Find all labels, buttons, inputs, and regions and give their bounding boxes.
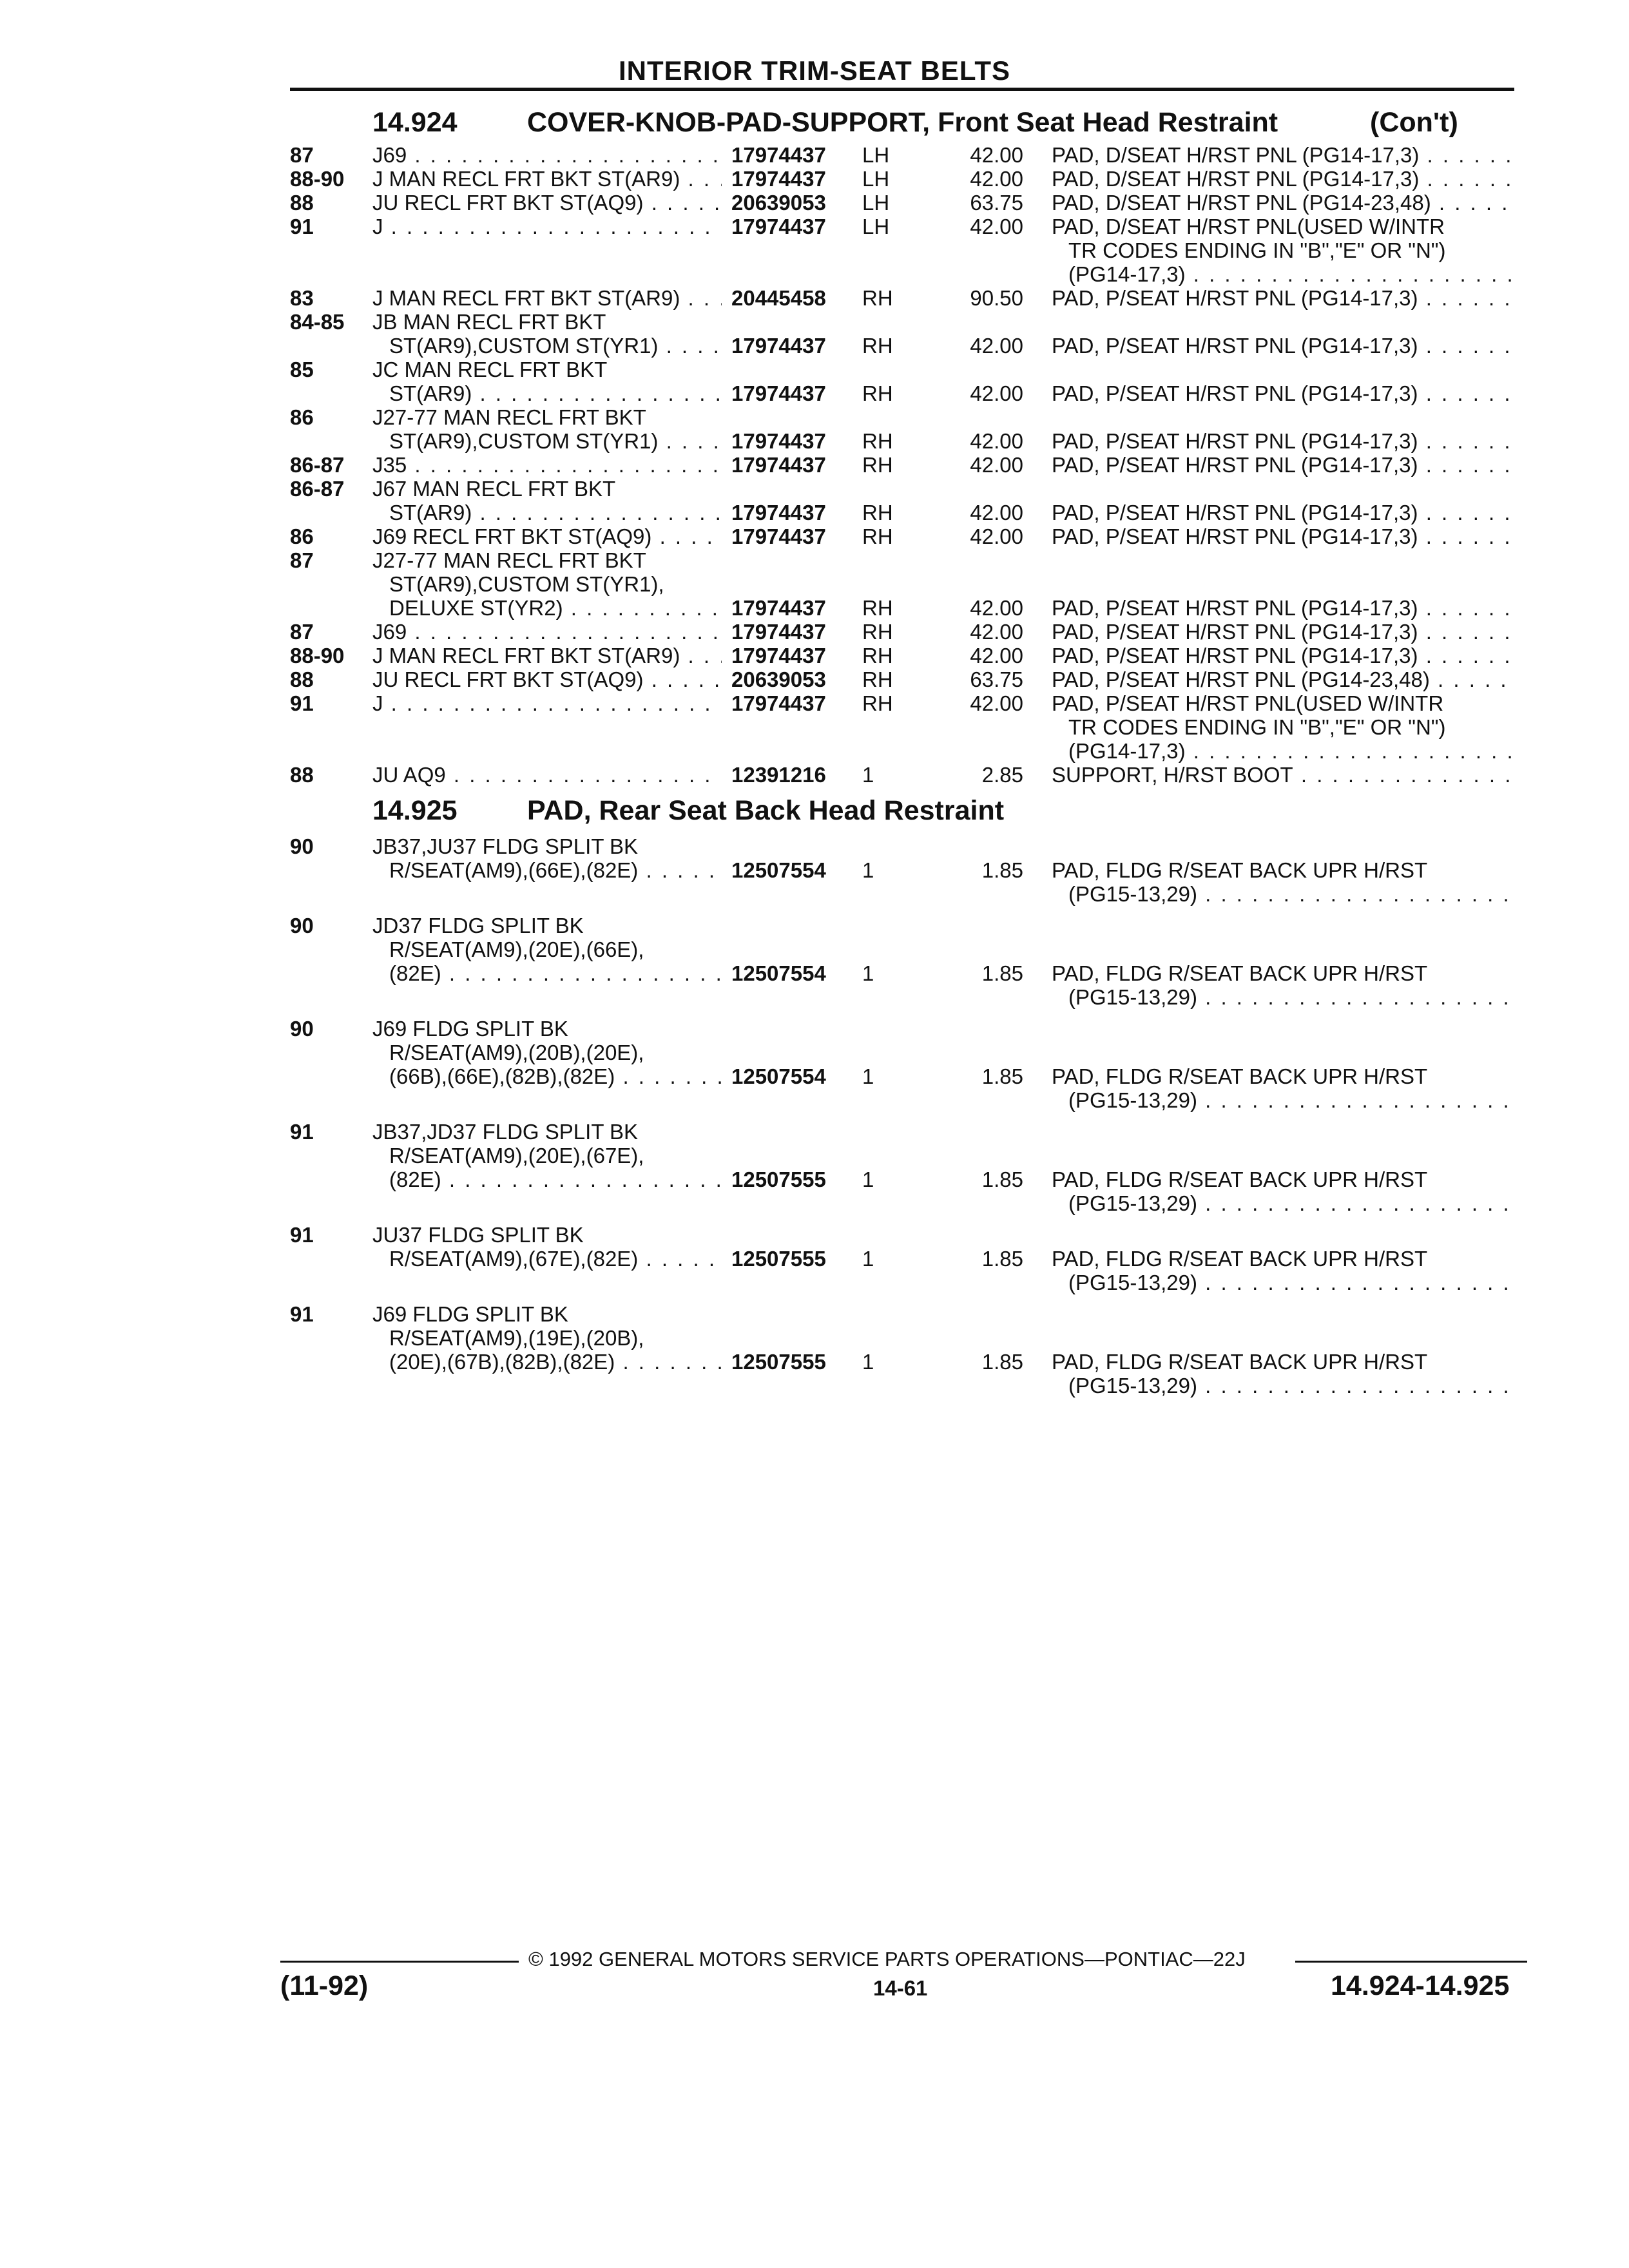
section-continued-label: (Con't) [1370,107,1458,138]
illustration-number: 87 [290,143,314,167]
model-description: (66B),(66E),(82B),(82E) . . . [389,1064,722,1088]
model-description: R/SEAT(AM9),(19E),(20B), [389,1326,644,1350]
model-description: R/SEAT(AM9),(20B),(20E), [389,1041,644,1064]
table-row [0,668,1629,691]
quantity: RH [862,620,893,644]
part-number: 17974437 [731,215,826,238]
table-row [0,286,1629,310]
illustration-number: 91 [290,1120,314,1144]
part-number: 17974437 [731,644,826,668]
footer-page-number: 14-61 [873,1976,928,2000]
model-description: (20E),(67B),(82B),(82E) . . . [389,1350,722,1374]
quantity: RH [862,286,893,310]
table-row [0,691,1629,763]
part-description: PAD, FLDG R/SEAT BACK UPR H/RST [1052,858,1428,882]
part-description: (PG15-13,29) . . . [1068,1191,1514,1215]
model-description: J69 . . . [372,620,722,644]
quantity: RH [862,501,893,524]
illustration-number: 86-87 [290,477,345,501]
model-description: JU RECL FRT BKT ST(AQ9) . . . [372,668,722,691]
table-row [0,620,1629,644]
footer-section-range: 14.924-14.925 [1331,1970,1510,2001]
part-number: 17974437 [731,524,826,548]
section-title: PAD, Rear Seat Back Head Restraint [527,795,1005,826]
model-description: J69 FLDG SPLIT BK [372,1017,568,1041]
price: 42.00 [970,143,1023,167]
illustration-number: 88-90 [290,167,345,191]
model-description: R/SEAT(AM9),(20E),(67E), [389,1144,644,1168]
part-number: 17974437 [731,596,826,620]
quantity: 1 [862,961,874,985]
model-description: R/SEAT(AM9),(20E),(66E), [389,937,644,961]
model-description: ST(AR9) . . . [389,381,722,405]
quantity: 1 [862,1350,874,1374]
part-number: 12507555 [731,1350,826,1374]
part-description: PAD, P/SEAT H/RST PNL(USED W/INTR [1052,691,1444,715]
price: 42.00 [970,501,1023,524]
model-description: J67 MAN RECL FRT BKT [372,477,616,501]
section-number: 14.924 [372,107,458,138]
model-description: J69 RECL FRT BKT ST(AQ9) . . . [372,524,722,548]
table-row [0,914,1629,1009]
illustration-number: 86 [290,405,314,429]
part-description: SUPPORT, H/RST BOOT . . . [1052,763,1514,787]
part-number: 12507554 [731,1064,826,1088]
model-description: R/SEAT(AM9),(67E),(82E) . . . [389,1247,722,1271]
part-number: 17974437 [731,453,826,477]
model-description: J27-77 MAN RECL FRT BKT [372,405,646,429]
illustration-number: 90 [290,914,314,937]
illustration-number: 91 [290,1223,314,1247]
illustration-number: 87 [290,620,314,644]
model-description: JB MAN RECL FRT BKT [372,310,606,334]
quantity: 1 [862,1064,874,1088]
illustration-number: 88-90 [290,644,345,668]
model-description: J27-77 MAN RECL FRT BKT [372,548,646,572]
model-description: J35 . . . [372,453,722,477]
part-description: PAD, P/SEAT H/RST PNL (PG14-17,3) . . . [1052,381,1514,405]
quantity: 1 [862,1168,874,1191]
table-row [0,763,1629,787]
model-description: ST(AR9) . . . [389,501,722,524]
price: 42.00 [970,381,1023,405]
part-description: PAD, P/SEAT H/RST PNL (PG14-17,3) . . . [1052,453,1514,477]
part-description: (PG15-13,29) . . . [1068,1374,1514,1398]
part-description: PAD, P/SEAT H/RST PNL (PG14-17,3) . . . [1052,620,1514,644]
table-row [0,477,1629,524]
part-description: PAD, FLDG R/SEAT BACK UPR H/RST [1052,1350,1428,1374]
price: 63.75 [970,191,1023,215]
price: 42.00 [970,524,1023,548]
model-description: JB37,JU37 FLDG SPLIT BK [372,834,639,858]
model-description: (82E) . . . [389,961,722,985]
price: 1.85 [981,1168,1023,1191]
part-number: 17974437 [731,691,826,715]
quantity: 1 [862,1247,874,1271]
model-description: JD37 FLDG SPLIT BK [372,914,584,937]
model-description: J69 . . . [372,143,722,167]
part-description: (PG15-13,29) . . . [1068,985,1514,1009]
illustration-number: 86-87 [290,453,345,477]
price: 1.85 [981,1064,1023,1088]
model-description: J . . . [372,691,722,715]
section-heading [372,795,1004,827]
price: 42.00 [970,644,1023,668]
price: 90.50 [970,286,1023,310]
part-number: 20639053 [731,191,826,215]
part-description: (PG15-13,29) . . . [1068,1088,1514,1112]
price: 42.00 [970,453,1023,477]
illustration-number: 85 [290,358,314,381]
part-number: 12507554 [731,858,826,882]
quantity: RH [862,453,893,477]
price: 42.00 [970,596,1023,620]
footer-rule-left [280,1961,519,1963]
table-row [0,143,1629,167]
footer-date: (11-92) [280,1970,369,2001]
part-number: 17974437 [731,429,826,453]
table-row [0,524,1629,548]
illustration-number: 84-85 [290,310,345,334]
illustration-number: 88 [290,763,314,787]
table-row [0,405,1629,453]
quantity: LH [862,191,890,215]
part-description: PAD, P/SEAT H/RST PNL (PG14-17,3) . . . [1052,524,1514,548]
illustration-number: 90 [290,1017,314,1041]
model-description: ST(AR9),CUSTOM ST(YR1), [389,572,664,596]
part-description: PAD, D/SEAT H/RST PNL (PG14-17,3) . . . [1052,143,1514,167]
price: 42.00 [970,691,1023,715]
part-description: PAD, P/SEAT H/RST PNL (PG14-17,3) . . . [1052,596,1514,620]
model-description: J MAN RECL FRT BKT ST(AR9) . . . [372,286,722,310]
model-description: J69 FLDG SPLIT BK [372,1302,568,1326]
quantity: LH [862,143,890,167]
table-row [0,358,1629,405]
table-row [0,644,1629,668]
part-description: (PG14-17,3) . . . [1068,739,1514,763]
price: 42.00 [970,215,1023,238]
table-row [0,1120,1629,1215]
price: 42.00 [970,167,1023,191]
table-row [0,310,1629,358]
part-description: PAD, FLDG R/SEAT BACK UPR H/RST [1052,1168,1428,1191]
illustration-number: 88 [290,191,314,215]
title-rule [290,88,1514,91]
illustration-number: 90 [290,834,314,858]
price: 42.00 [970,334,1023,358]
model-description: J . . . [372,215,722,238]
part-description: PAD, FLDG R/SEAT BACK UPR H/RST [1052,1247,1428,1271]
part-description: (PG15-13,29) . . . [1068,1271,1514,1294]
price: 1.85 [981,1247,1023,1271]
model-description: J MAN RECL FRT BKT ST(AR9) . . . [372,644,722,668]
quantity: 1 [862,858,874,882]
part-number: 20639053 [731,668,826,691]
part-description: PAD, P/SEAT H/RST PNL (PG14-17,3) . . . [1052,334,1514,358]
price: 1.85 [981,961,1023,985]
part-description: (PG15-13,29) . . . [1068,882,1514,906]
part-description: PAD, D/SEAT H/RST PNL (PG14-17,3) . . . [1052,167,1514,191]
part-number: 20445458 [731,286,826,310]
quantity: RH [862,429,893,453]
quantity: LH [862,167,890,191]
page-title: INTERIOR TRIM-SEAT BELTS [618,55,1011,86]
part-number: 17974437 [731,143,826,167]
part-number: 17974437 [731,501,826,524]
table-row [0,1223,1629,1294]
part-number: 12507554 [731,961,826,985]
part-description: PAD, P/SEAT H/RST PNL (PG14-17,3) . . . [1052,429,1514,453]
footer-rule-right [1295,1961,1527,1963]
model-description: JC MAN RECL FRT BKT [372,358,608,381]
part-description: PAD, FLDG R/SEAT BACK UPR H/RST [1052,1064,1428,1088]
part-number: 12391216 [731,763,826,787]
quantity: RH [862,334,893,358]
quantity: RH [862,596,893,620]
illustration-number: 91 [290,691,314,715]
section-title: COVER-KNOB-PAD-SUPPORT, Front Seat Head Restraint [527,107,1278,138]
part-description: PAD, P/SEAT H/RST PNL (PG14-17,3) . . . [1052,286,1514,310]
table-row [0,453,1629,477]
table-row [0,215,1629,286]
table-row [0,548,1629,620]
part-description: PAD, D/SEAT H/RST PNL(USED W/INTR [1052,215,1445,238]
part-number: 17974437 [731,334,826,358]
model-description: J MAN RECL FRT BKT ST(AR9) . . . [372,167,722,191]
illustration-number: 91 [290,1302,314,1326]
illustration-number: 87 [290,548,314,572]
part-description: PAD, D/SEAT H/RST PNL (PG14-23,48) . . . [1052,191,1514,215]
price: 42.00 [970,429,1023,453]
table-row [0,834,1629,906]
part-description: PAD, FLDG R/SEAT BACK UPR H/RST [1052,961,1428,985]
section-number: 14.925 [372,795,458,826]
model-description: R/SEAT(AM9),(66E),(82E) . . . [389,858,722,882]
part-description: PAD, P/SEAT H/RST PNL (PG14-17,3) . . . [1052,644,1514,668]
table-row [0,1017,1629,1112]
price: 1.85 [981,1350,1023,1374]
part-number: 17974437 [731,381,826,405]
section-heading [372,107,1458,139]
illustration-number: 88 [290,668,314,691]
part-number: 17974437 [731,167,826,191]
price: 42.00 [970,620,1023,644]
part-description: TR CODES ENDING IN "B","E" OR "N") [1068,238,1446,262]
quantity: RH [862,524,893,548]
quantity: LH [862,215,890,238]
model-description: ST(AR9),CUSTOM ST(YR1) . . . [389,429,722,453]
model-description: JU RECL FRT BKT ST(AQ9) . . . [372,191,722,215]
illustration-number: 86 [290,524,314,548]
illustration-number: 91 [290,215,314,238]
table-row [0,167,1629,191]
model-description: JU37 FLDG SPLIT BK [372,1223,584,1247]
table-row [0,191,1629,215]
part-description: PAD, P/SEAT H/RST PNL (PG14-23,48) . . . [1052,668,1514,691]
quantity: RH [862,644,893,668]
model-description: JB37,JD37 FLDG SPLIT BK [372,1120,639,1144]
quantity: RH [862,668,893,691]
price: 63.75 [970,668,1023,691]
price: 1.85 [981,858,1023,882]
model-description: (82E) . . . [389,1168,722,1191]
part-number: 12507555 [731,1247,826,1271]
part-number: 12507555 [731,1168,826,1191]
quantity: 1 [862,763,874,787]
model-description: DELUXE ST(YR2) . . . [389,596,722,620]
price: 2.85 [981,763,1023,787]
model-description: JU AQ9 . . . [372,763,722,787]
model-description: ST(AR9),CUSTOM ST(YR1) . . . [389,334,722,358]
part-description: PAD, P/SEAT H/RST PNL (PG14-17,3) . . . [1052,501,1514,524]
illustration-number: 83 [290,286,314,310]
part-description: TR CODES ENDING IN "B","E" OR "N") [1068,715,1446,739]
part-description: (PG14-17,3) . . . [1068,262,1514,286]
footer-copyright: © 1992 GENERAL MOTORS SERVICE PARTS OPERATIONS—PONTIAC—22J [528,1948,1246,1970]
quantity: RH [862,691,893,715]
quantity: RH [862,381,893,405]
table-row [0,1302,1629,1398]
part-number: 17974437 [731,620,826,644]
